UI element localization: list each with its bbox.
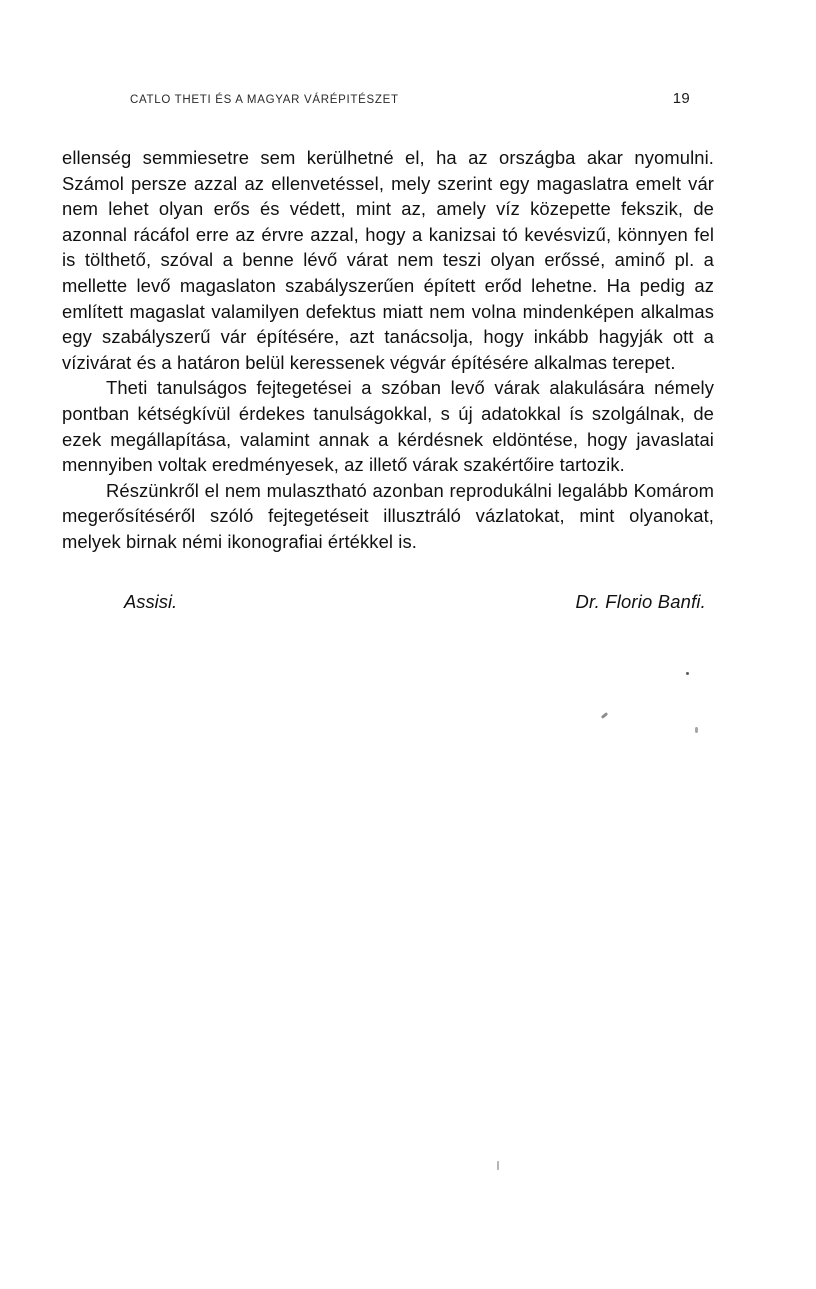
paragraph-3: Részünkről el nem mulasztható azonban reprodukálni legalább Komárom megerősítéséről szóló fejtegetéseit illusztráló vázlatokat, mint olyanokat, melyek birnak némi ikonografiai értékkel is. xyxy=(62,479,714,552)
signature-block xyxy=(62,591,714,613)
scan-speck-icon xyxy=(695,727,698,733)
paragraph-1: ellenség semmiesetre sem kerülhetné el, ha az országba akar nyomulni. Számol persze azzal az ellenvetéssel, mely szerint egy magaslatra emelt vár nem lehet olyan erős és védett, mint az, amely víz közepette fekszik, de azonnal rácáfol erre az érvre azzal, hogy a kanizsai tó kevésvizű, könnyen fel is tölthető, szóval a benne lévő várat nem teszi olyan erőssé, aminő pl. a mellette levő magaslaton szabályszerűen épített erőd lehetne. Ha pedig az említett magaslat valamilyen defektus miatt nem volna mindenképen alkalmas egy szabályszerű vár építésére, azt tanácsolja, hogy inkább hagyják ott a vízivárat és a határon belül keressenek végvár építésére alkalmas terepet. xyxy=(62,147,714,373)
paragraph-2: Theti tanulságos fejtegetései a szóban levő várak alakulására némely pontban kétségkívül érdekes tanulságokkal, s új adatokkal ís szolgálnak, de ezek megállapítása, valamint annak a kérdésnek eldöntése, hogy javaslatai mennyiben voltak eredményesek, az illető várak szakértőire tartozik. xyxy=(62,377,714,476)
scan-speck-icon xyxy=(497,1161,499,1170)
running-head xyxy=(130,90,690,107)
scan-speck-icon xyxy=(601,712,608,719)
signature-author: Dr. Florio Banfi. xyxy=(575,591,706,612)
scan-speck-icon xyxy=(686,672,689,675)
running-head-title: CATLO THETI ÉS A MAGYAR VÁRÉPITÉSZET xyxy=(130,94,399,106)
body-text xyxy=(62,145,714,555)
signature-place: Assisi. xyxy=(124,591,178,612)
page-number: 19 xyxy=(672,90,690,107)
